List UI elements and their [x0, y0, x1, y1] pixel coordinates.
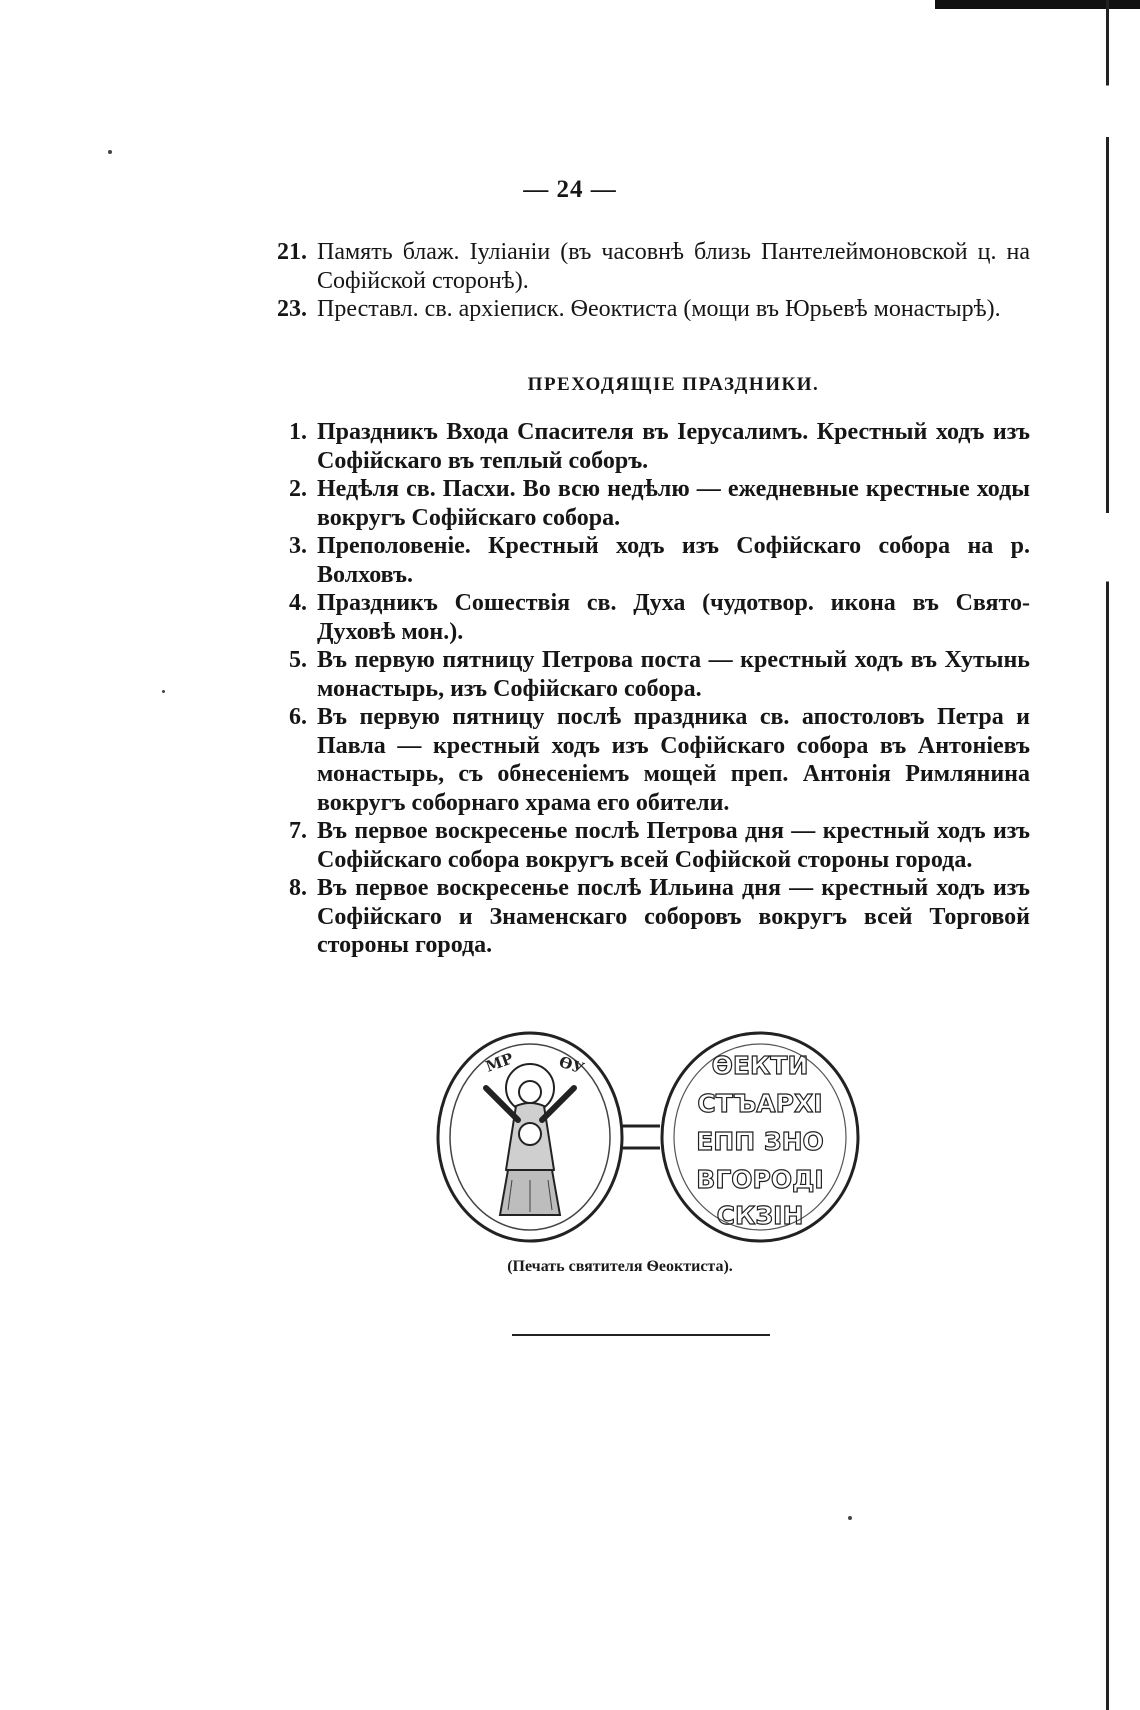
feast-item-6 — [255, 703, 1030, 817]
entry-text: Преставл. св. архіеписк. Ѳеоктиста (мощи въ Юрьевѣ монастырѣ). — [317, 296, 1001, 322]
entry-number: 7. — [289, 818, 307, 844]
seal-obverse-letters-left: МР — [483, 1049, 516, 1076]
seal-reverse-line-3: ЕПП ЗНО — [696, 1127, 824, 1156]
calendar-entries — [255, 238, 1030, 324]
feast-item-8 — [255, 874, 1030, 960]
entry-text: Въ первое воскресенье послѣ Ильина дня — крестный ходъ изъ Софійскаго и Знаменскаго соборовъ вокругъ всей Торговой стороны города. — [317, 875, 1030, 958]
top-edge-mark — [935, 0, 1140, 9]
seal-obverse — [438, 1033, 622, 1241]
seal-reverse-line-5: СКЗІН — [716, 1201, 804, 1230]
seal-obverse-letters-right: ѲУ — [556, 1052, 587, 1078]
entry-number: 23. — [277, 296, 307, 322]
entry-number: 6. — [289, 704, 307, 730]
feast-item-5 — [255, 646, 1030, 703]
entry-number: 1. — [289, 419, 307, 445]
seal-reverse — [662, 1033, 858, 1241]
entry-number: 2. — [289, 476, 307, 502]
entry-text: Праздникъ Сошествія св. Духа (чудотвор. икона въ Свято-Духовѣ мон.). — [317, 590, 1030, 645]
feast-list — [255, 418, 1030, 960]
feast-item-1 — [255, 418, 1030, 475]
feast-item-3 — [255, 532, 1030, 589]
seal-reverse-line-1: ѲЕКТИ — [711, 1051, 809, 1080]
entry-text: Преполовеніе. Крестный ходъ изъ Софійскаго собора на р. Волховъ. — [317, 533, 1030, 588]
entry-number: 8. — [289, 875, 307, 901]
speck — [848, 1516, 852, 1520]
entry-number: 21. — [277, 239, 307, 265]
entry-23 — [255, 295, 1030, 324]
entry-text: Память блаж. Іуліаніи (въ часовнѣ близь Пантелеймоновской ц. на Софійской сторонѣ). — [317, 239, 1030, 294]
feast-item-7 — [255, 817, 1030, 874]
entry-text: Въ первое воскресенье послѣ Петрова дня — крестный ходъ изъ Софійскаго собора вокругъ всей Софійской стороны города. — [317, 818, 1030, 873]
figure-caption: (Печать святителя Ѳеоктиста). — [507, 1258, 733, 1275]
entry-text: Въ первую пятницу Петрова поста — крестный ходъ въ Хутынь монастырь, изъ Софійскаго собора. — [317, 647, 1030, 702]
page-edge-line — [1106, 0, 1109, 1710]
section-heading: ПРЕХОДЯЩІЕ ПРАЗДНИКИ. — [527, 374, 820, 395]
entry-text: Праздникъ Входа Спасителя въ Іерусалимъ. Крестный ходъ изъ Софійскаго въ теплый соборъ. — [317, 419, 1030, 474]
entry-21 — [255, 238, 1030, 295]
feast-item-2 — [255, 475, 1030, 532]
page-number: — 24 — — [523, 176, 617, 203]
speck — [162, 690, 165, 693]
seal-reverse-line-2: СТЪАРХІ — [697, 1089, 823, 1118]
section-divider — [512, 1334, 770, 1336]
entry-text: Въ первую пятницу послѣ праздника св. апостоловъ Петра и Павла — крестный ходъ изъ Софійскаго собора въ Антоніевъ монастырь, съ обнесеніемъ мощей преп. Антонія Римлянина вокругъ соборнаго храма его обители. — [317, 704, 1030, 816]
entry-number: 5. — [289, 647, 307, 673]
seal-illustration — [430, 1030, 880, 1245]
entry-number: 3. — [289, 533, 307, 559]
speck — [108, 150, 112, 154]
entry-text: Недѣля св. Пасхи. Во всю недѣлю — ежедневные крестные ходы вокругъ Софійскаго собора. — [317, 476, 1030, 531]
feast-item-4 — [255, 589, 1030, 646]
seal-reverse-line-4: ВГОРОДІ — [696, 1165, 824, 1194]
entry-number: 4. — [289, 590, 307, 616]
